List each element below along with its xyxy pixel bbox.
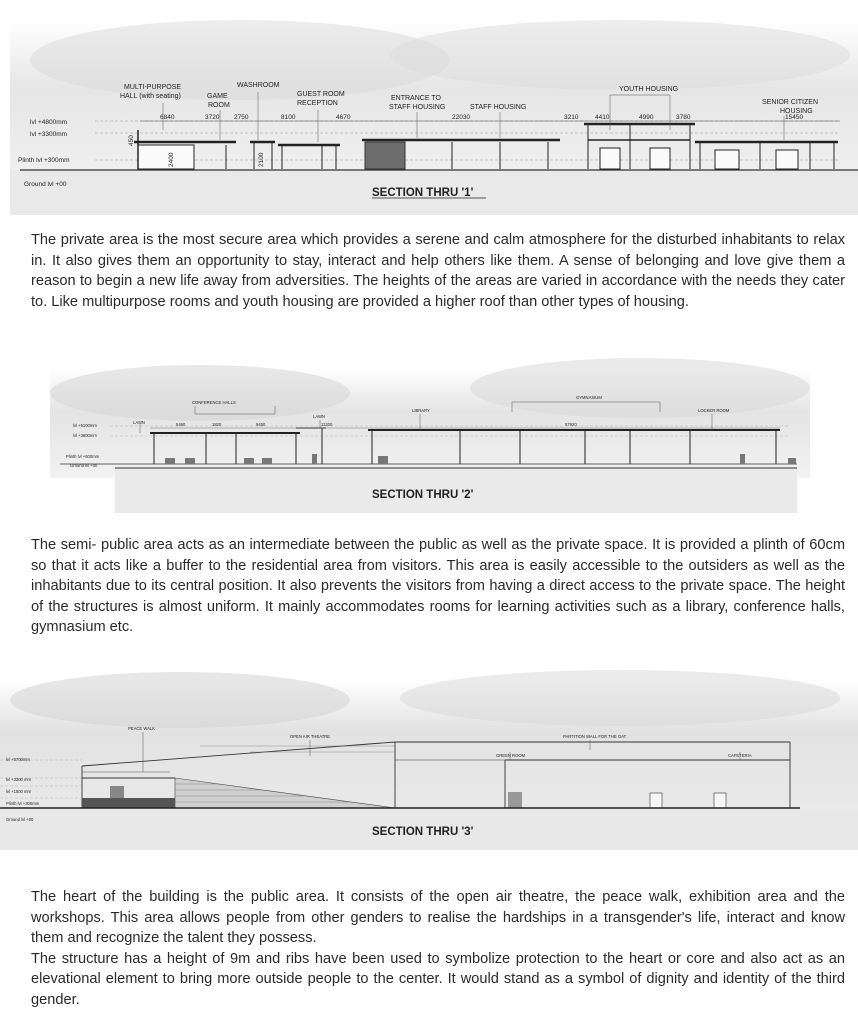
paragraph-public-area-text: The heart of the building is the public area. It consists of the open air theatre, the peace walk, exhibition area and the workshops. This area allows people from other genders to realise the hardships in a transgender's life, interact and know them and recognize the talent they possess. — [31, 889, 845, 947]
level-1500: lvl +1500 mm — [6, 789, 32, 794]
label-locker-room: LOCKER ROOM — [698, 408, 730, 413]
label-game-room-sub: ROOM — [208, 102, 230, 109]
dim-450: 450 — [128, 135, 135, 146]
label-cafeteria: CAFETERIA — [728, 753, 752, 758]
dim-3210: 3210 — [564, 114, 579, 121]
paragraph-private-area-text: The private area is the most secure area which provides a serene and calm atmosphere for the disturbed inhabitants to relax in. It also gives them an opportunity to stay, interact and help others like them. A sense of belonging and love give them a reason to begin a new life away from adversities. The heights of the areas are varied in accordance with the needs they cater to. Like multipurpose rooms and youth housing are provided a higher roof than other types of housing. — [31, 232, 845, 310]
level-ground-2: Ground lvl +00 — [70, 463, 98, 468]
dim-57920: 57920 — [565, 422, 577, 427]
label-guest-room: GUEST ROOM — [297, 91, 345, 98]
dim-9450: 9450 — [256, 422, 266, 427]
level-4800: lvl +4800mm — [30, 119, 68, 126]
dim-11200: 11200 — [321, 422, 333, 427]
dim-4990: 4990 — [639, 114, 654, 121]
label-guest-reception: RECEPTION — [297, 100, 338, 107]
dim-3720: 3720 — [205, 114, 220, 121]
dim-4410: 4410 — [595, 114, 610, 121]
dim-15450: 15450 — [785, 114, 804, 121]
label-gymnasium: GYMNASIUM — [576, 395, 602, 400]
paragraph-structure-text: The structure has a height of 9m and ribs have been used to symbolize protection to the heart or core and also act as an elevational element to bring more outside people to the center. It would stand as a symbol of dignity and identity of the third gender. — [31, 950, 845, 1008]
dim-2750: 2750 — [234, 114, 249, 121]
label-conference-halls: CONFERENCE HALLS — [192, 400, 236, 405]
label-multipurpose-hall: MULTI-PURPOSE — [124, 84, 182, 91]
level-3300: lvl +3300mm — [30, 131, 68, 138]
paragraph-semi-public-text: The semi- public area acts as an intermediate between the public as well as the private space. It is provided a plinth of 60cm so that it acts like a buffer to the residential area from visitors. This area is easily accessible to the outsiders as well as the inhabitants due to its central position. It also prevents the visitors from having a direct access to the private space. The height of the structures is almost uniform. It mainly accommodates rooms for learning activities such as a library, conference halls, gymnasium etc. — [31, 537, 845, 636]
label-washroom: WASHROOM — [237, 82, 280, 89]
section-3-drawing — [0, 660, 858, 850]
dim-8100: 8100 — [281, 114, 296, 121]
label-multipurpose-hall-sub: HALL (with seating) — [120, 93, 181, 100]
label-game-room: GAME — [207, 93, 228, 100]
level-ground-3: Ground lvl +00 — [6, 817, 34, 822]
label-peace-walk: PEACE WALK — [128, 726, 156, 731]
level-3300-s3: lvl +3300 mm — [6, 777, 32, 782]
level-3600: lvl +3600mm — [73, 433, 97, 438]
label-entrance: ENTRANCE TO — [391, 95, 441, 102]
section-2-drawing — [0, 348, 858, 513]
section-1-drawing — [0, 0, 858, 215]
label-youth-housing: YOUTH HOUSING — [619, 86, 679, 93]
paragraph-semi-public-area — [31, 535, 845, 638]
label-staff-housing: STAFF HOUSING — [470, 104, 527, 111]
section-1-title: SECTION THRU '1' — [372, 187, 474, 199]
section-3-title: SECTION THRU '3' — [372, 826, 474, 838]
paragraph-private-area — [31, 230, 845, 312]
dim-2100: 2100 — [258, 152, 265, 167]
dim-3780: 3780 — [676, 114, 691, 121]
level-5700: lvl +5700mm — [6, 757, 30, 762]
label-senior-housing-sub: HOUSING — [780, 108, 813, 115]
dim-2400: 2400 — [168, 152, 175, 167]
label-open-air-theatre: OPEN AIR THEATRE — [290, 734, 331, 739]
label-entrance-sub: STAFF HOUSING — [389, 104, 446, 111]
level-plinth: Plinth lvl +300mm — [18, 157, 70, 164]
level-plinth-300: Plinth lvl +300mm — [6, 801, 40, 806]
dim-1820: 1820 — [212, 422, 222, 427]
dim-22030: 22030 — [452, 114, 471, 121]
label-green-room: GREEN ROOM — [496, 753, 526, 758]
label-library: LIBRARY — [412, 408, 430, 413]
label-partition-wall: PARTITION WALL FOR THE OAT — [563, 734, 627, 739]
level-5100: lvl +5100mm — [73, 423, 97, 428]
label-lawn-2: LAWN — [313, 414, 325, 419]
dim-6840: 6840 — [160, 114, 175, 121]
level-ground: Ground lvl +00 — [24, 181, 67, 188]
label-lawn-1: LAWN — [133, 420, 145, 425]
dim-5460: 5460 — [176, 422, 186, 427]
level-plinth-600: Plinth lvl +600mm — [66, 454, 100, 459]
section-2-title: SECTION THRU '2' — [372, 489, 474, 501]
paragraph-public-area — [31, 887, 845, 1011]
dim-4670: 4670 — [336, 114, 351, 121]
label-senior-housing: SENIOR CITIZEN — [762, 99, 819, 106]
